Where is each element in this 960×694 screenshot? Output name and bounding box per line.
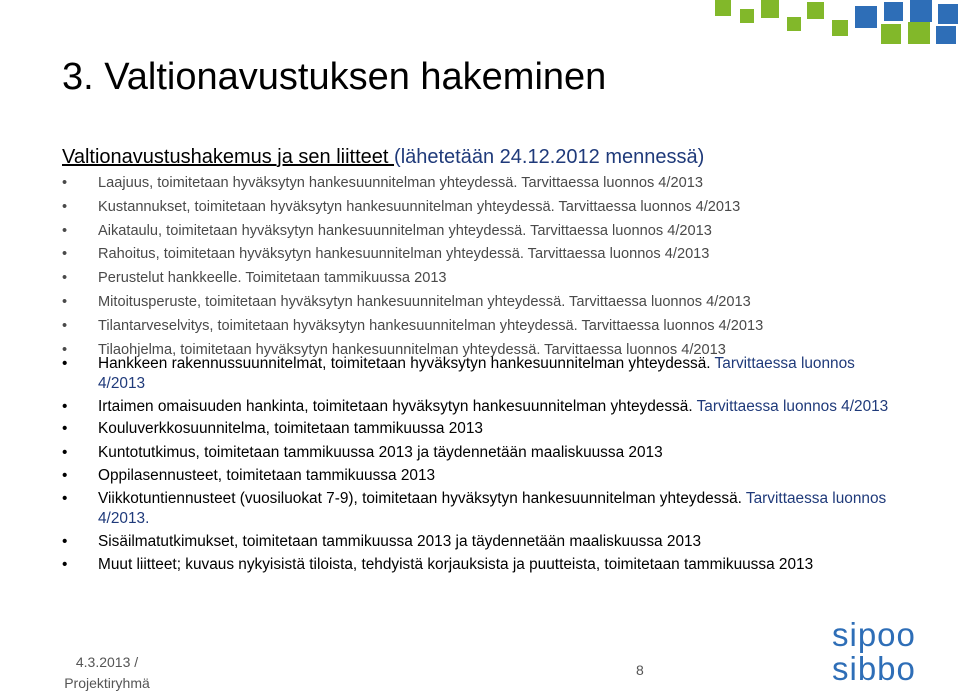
green-square [908, 22, 930, 44]
list-item [62, 466, 892, 486]
list-item [62, 555, 892, 575]
attachment-list-secondary [62, 354, 892, 578]
green-square [832, 20, 848, 36]
list-item-text: Hankkeen rakennussuunnitelmat, toimitetaan hyväksytyn hankesuunnitelman yhteydessä. [98, 355, 711, 372]
blue-square [936, 26, 956, 44]
list-item: • Laajuus, toimitetaan hyväksytyn hankesuunnitelman yhteydessä. Tarvittaessa luonnos 4/2013 [62, 172, 882, 196]
blue-square [884, 2, 903, 21]
green-square [807, 2, 824, 19]
list-item: • Mitoitusperuste, toimitetaan hyväksytyn hankesuunnitelman yhteydessä. Tarvittaessa luonnos 4/2013 [62, 291, 882, 315]
footer-date [42, 652, 172, 694]
list-item-text: Oppilasennusteet, toimitetaan tammikuussa 2013 [98, 466, 436, 484]
green-square [740, 9, 754, 23]
list-item-tail: Tarvittaessa luonnos 4/2013 [692, 397, 889, 415]
list-item [62, 397, 892, 417]
list-item: • Perustelut hankkeelle. Toimitetaan tammikuussa 2013 [62, 267, 882, 291]
heading-underlined: Valtionavustushakemus ja sen liitteet [62, 146, 395, 168]
heading-deadline: (lähetetään 24.12.2012 mennessä) [394, 146, 705, 168]
section-heading [62, 146, 704, 169]
list-item-text: Kouluverkkosuunnitelma, toimitetaan tammikuussa 2013 [98, 420, 483, 438]
list-item-tail: Tarvittaessa luonnos 4/2013. [98, 489, 887, 527]
green-square [787, 17, 801, 31]
attachment-list-primary [62, 172, 882, 362]
sipoo-sibbo-logo [832, 618, 928, 686]
list-item [62, 443, 892, 463]
list-item: • Tilantarveselvitys, toimitetaan hyväksytyn hankesuunnitelman yhteydessä. Tarvittaessa luonnos 4/2013 [62, 315, 882, 339]
list-item [62, 419, 892, 439]
page-number: 8 [636, 662, 644, 678]
footer-author: Projektiryhmä [64, 675, 150, 691]
blue-square [855, 6, 877, 28]
footer-date-line: 4.3.2013 / [75, 654, 139, 670]
list-item: • Tilaohjelma, toimitetaan hyväksytyn hankesuunnitelman yhteydessä. Tarvittaessa luonnos 4/2013 [62, 339, 882, 363]
green-square [761, 0, 779, 18]
green-square [881, 24, 901, 44]
blue-square [938, 4, 958, 24]
decorative-squares [460, 0, 960, 46]
green-square [715, 0, 731, 16]
list-item-text: Viikkotuntiennusteet (vuosiluokat 7-9), toimitetaan hyväksytyn hankesuunnitelman yhteydessä. [98, 489, 742, 507]
blue-square [910, 0, 932, 22]
logo-line-sibbo: sibbo [832, 650, 916, 687]
page-title: 3. Valtionavustuksen hakeminen [62, 56, 607, 98]
list-item [62, 489, 892, 529]
list-item: • Kustannukset, toimitetaan hyväksytyn hankesuunnitelman yhteydessä. Tarvittaessa luonnos 4/2013 [62, 196, 882, 220]
list-item-text: Sisäilmatutkimukset, toimitetaan tammikuussa 2013 ja täydennetään maaliskuussa 2013 [98, 532, 702, 550]
list-item-text: Kuntotutkimus, toimitetaan tammikuussa 2013 ja täydennetään maaliskuussa 2013 [98, 443, 663, 461]
list-item [62, 532, 892, 552]
logo-line-sipoo: sipoo [832, 616, 916, 653]
list-item: • Rahoitus, toimitetaan hyväksytyn hankesuunnitelman yhteydessä. Tarvittaessa luonnos 4/2013 [62, 243, 882, 267]
list-item-text: Irtaimen omaisuuden hankinta, toimitetaan hyväksytyn hankesuunnitelman yhteydessä. [98, 397, 693, 415]
list-item-tail: Tarvittaessa luonnos 4/2013 [98, 355, 855, 392]
list-item [62, 354, 892, 394]
list-item-text: Muut liitteet; kuvaus nykyisistä tiloista, tehdyistä korjauksista ja puutteista, toimitetaan tammikuussa 2013 [98, 555, 814, 573]
list-item: • Aikataulu, toimitetaan hyväksytyn hankesuunnitelman yhteydessä. Tarvittaessa luonnos 4/2013 [62, 220, 882, 244]
